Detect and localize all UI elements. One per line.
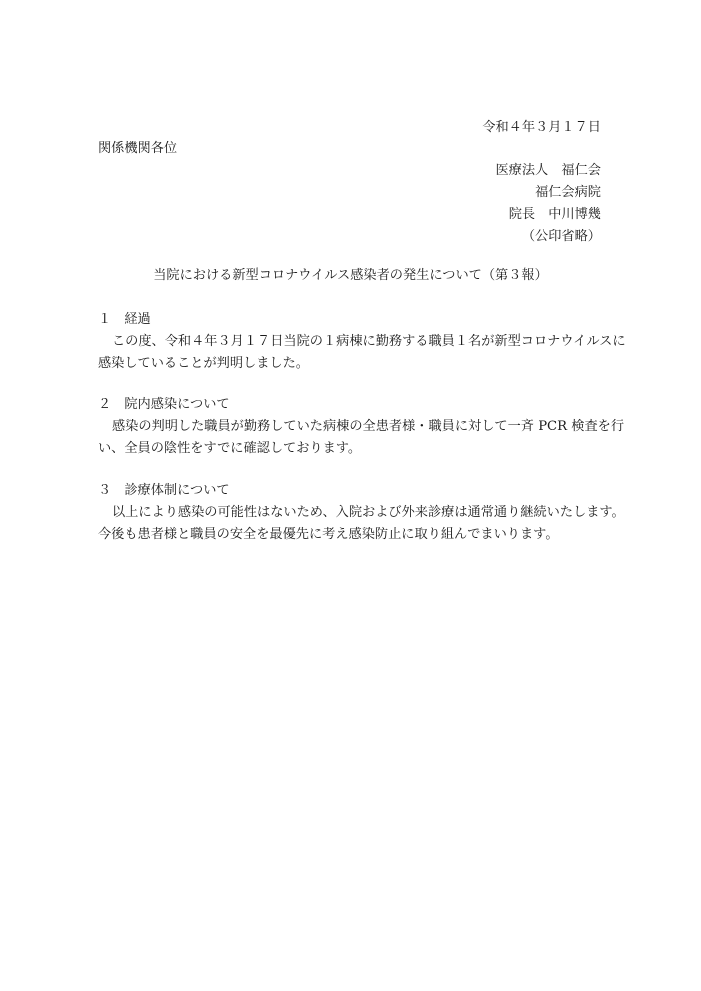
section-heading: ３ 診療体制について bbox=[98, 483, 230, 498]
section-heading: １ 経過 bbox=[98, 312, 151, 327]
section-body-line: この度、令和４年３月１７日当院の１病棟に勤務する職員１名が新型コロナウイルスに bbox=[112, 334, 626, 349]
section-body-line: い、全員の陰性をすでに確認しております。 bbox=[98, 441, 362, 456]
director-name: 院長 中川博幾 bbox=[508, 207, 601, 222]
document-date: 令和４年３月１７日 bbox=[482, 120, 601, 135]
section-body-line: 以上により感染の可能性はないため、入院および外来診療は通常通り継続いたします。 bbox=[112, 505, 625, 520]
document-title: 当院における新型コロナウイルス感染者の発生について（第３報） bbox=[153, 268, 548, 283]
section-body-line: 感染していることが判明しました。 bbox=[98, 356, 309, 371]
section-body-line: 感染の判明した職員が勤務していた病棟の全患者様・職員に対して一斉 PCR 検査を行 bbox=[112, 419, 625, 434]
seal-note: （公印省略） bbox=[521, 229, 601, 244]
recipient-line: 関係機関各位 bbox=[98, 141, 178, 156]
section-body-line: 今後も患者様と職員の安全を最優先に考え感染防止に取り組んでまいります。 bbox=[98, 527, 559, 542]
organization-name: 医療法人 福仁会 bbox=[495, 163, 601, 178]
section-heading: ２ 院内感染について bbox=[98, 397, 230, 412]
hospital-name: 福仁会病院 bbox=[535, 185, 601, 200]
